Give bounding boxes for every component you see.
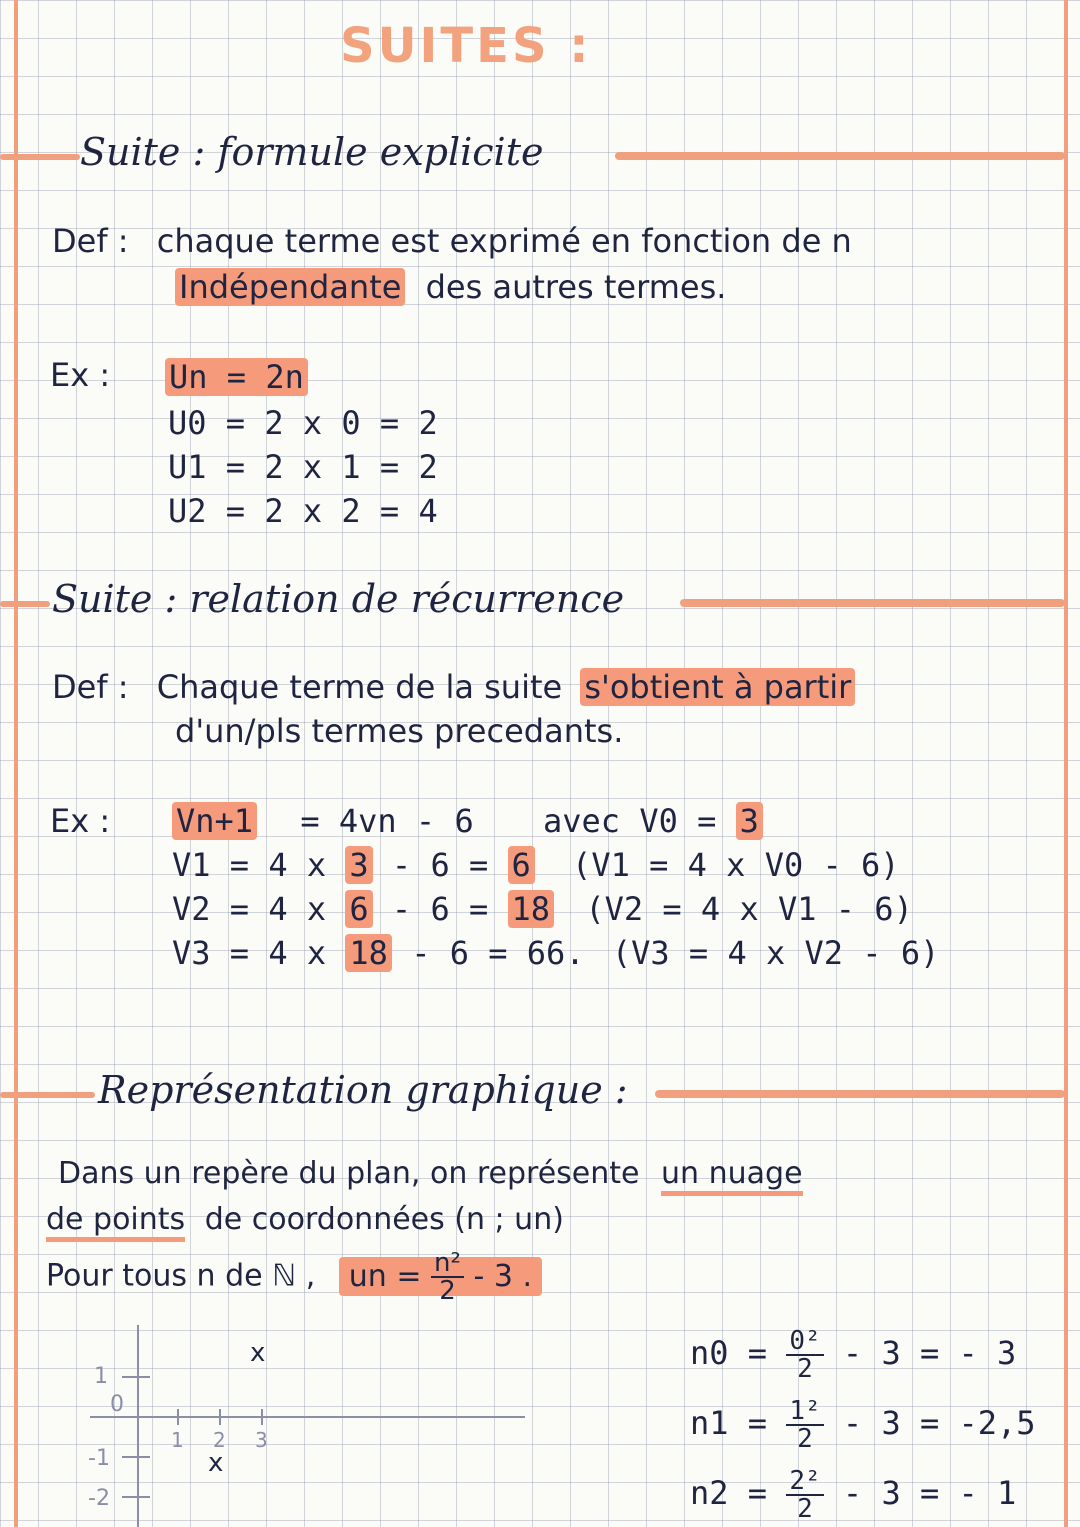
- highlight-v0-value: 3: [736, 802, 763, 840]
- ex2-formula: [172, 802, 763, 840]
- v2-note: (V2 = 4 x V1 - 6): [585, 890, 913, 928]
- ex1-line-u2: U2 = 2 x 2 = 4: [168, 492, 438, 530]
- calc-n2-frac: [786, 1468, 823, 1522]
- heading-rule-right: [615, 152, 1065, 160]
- v1-hl-6: 6: [508, 846, 535, 884]
- calc-n0: [690, 1328, 1016, 1382]
- heading-rule-right: [680, 599, 1065, 607]
- graph-text-line1: [58, 1156, 803, 1191]
- point-marker-top: x: [250, 1338, 266, 1368]
- underline-nuage: un nuage: [661, 1156, 802, 1196]
- v3-hl-18: 18: [345, 934, 392, 972]
- formula-rest: = 4vn - 6: [300, 802, 474, 840]
- ex2-label: Ex :: [50, 802, 111, 840]
- highlight-un-formula2: [339, 1248, 542, 1306]
- point-marker-bottom: x: [208, 1448, 224, 1478]
- calc-n2-lhs: n2 =: [690, 1474, 768, 1512]
- calc-n1-frac: [786, 1398, 823, 1452]
- calc-n0-rhs: - 3 = - 3: [842, 1334, 1017, 1372]
- calc-n1-lhs: n1 =: [690, 1404, 768, 1442]
- highlight-obtient: s'obtient à partir: [580, 668, 855, 706]
- v2-hl-18: 18: [508, 890, 555, 928]
- initial-condition: avec V0 =: [542, 802, 717, 840]
- heading-label: Représentation graphique :: [98, 1068, 628, 1112]
- def2-line1: [52, 668, 855, 706]
- calc-n1-num: 1²: [786, 1398, 823, 1426]
- ex2-line-v1: [172, 846, 900, 884]
- y-label-0: 0: [110, 1392, 124, 1417]
- v3-mid: - 6 = 66.: [411, 934, 585, 972]
- calc-n1-rhs: - 3 = -2,5: [842, 1404, 1036, 1442]
- line3-start: Pour tous n de ℕ ,: [46, 1258, 316, 1294]
- heading-label: Suite : formule explicite: [80, 130, 544, 174]
- v2-lhs: V2 = 4 x: [172, 890, 327, 928]
- v1-lhs: V1 = 4 x: [172, 846, 327, 884]
- calc-n2-rhs: - 3 = - 1: [842, 1474, 1017, 1512]
- section-graph-heading: [0, 1066, 1080, 1116]
- formula-num: n²: [431, 1250, 464, 1278]
- heading-rule-left: [0, 154, 80, 160]
- calc-n0-frac: [786, 1328, 823, 1382]
- section-recurrence-heading: [0, 575, 1080, 625]
- y-label-m2: -2: [88, 1486, 110, 1511]
- graph-text-line2: [46, 1202, 564, 1237]
- ex1-label: Ex :: [50, 356, 111, 394]
- highlight-un-formula: Un = 2n: [165, 358, 308, 396]
- page-title: SUITES :: [340, 18, 592, 74]
- heading-rule-left: [0, 601, 50, 607]
- formula-den: 2: [439, 1276, 456, 1306]
- v1-note: (V1 = 4 x V0 - 6): [572, 846, 900, 884]
- highlight-vn1: Vn+1: [172, 802, 257, 840]
- x-label-3: 3: [255, 1428, 268, 1452]
- calc-n2-den: 2: [797, 1494, 813, 1524]
- def2-line2: d'un/pls termes precedants.: [175, 712, 624, 750]
- ex2-line-v3: [172, 934, 939, 972]
- ex1-line-u0: U0 = 2 x 0 = 2: [168, 404, 438, 442]
- highlight-independante: Indépendante: [175, 268, 405, 306]
- v3-lhs: V3 = 4 x: [172, 934, 327, 972]
- formula-fraction: [431, 1250, 464, 1304]
- section-explicit-heading: [0, 128, 1080, 178]
- ex2-line-v2: [172, 890, 913, 928]
- y-label-1: 1: [94, 1364, 108, 1389]
- calc-n1-den: 2: [797, 1424, 813, 1454]
- graph-plot: [70, 1317, 540, 1527]
- heading-rule-right: [655, 1090, 1065, 1098]
- heading-rule-left: [0, 1092, 95, 1098]
- calc-n0-lhs: n0 =: [690, 1334, 768, 1372]
- x-label-2: 2: [213, 1428, 226, 1452]
- calc-n2: [690, 1468, 1016, 1522]
- left-margin-line: [14, 0, 18, 1527]
- calc-n0-den: 2: [797, 1354, 813, 1384]
- v2-hl-6: 6: [345, 890, 372, 928]
- def-label: Def :: [52, 668, 129, 706]
- calc-n1: [690, 1398, 1036, 1452]
- calc-n2-num: 2²: [786, 1468, 823, 1496]
- ex1-formula: [165, 358, 308, 396]
- v1-mid: - 6 =: [391, 846, 489, 884]
- line2-rest: de coordonnées (n ; un): [204, 1202, 564, 1237]
- def-label: Def :: [52, 222, 129, 260]
- def-text-rest: des autres termes.: [425, 268, 727, 306]
- underline-points: de points: [46, 1202, 185, 1242]
- v3-note: (V3 = 4 x V2 - 6): [611, 934, 940, 972]
- y-label-m1: -1: [88, 1446, 110, 1471]
- def-text: Chaque terme de la suite: [156, 668, 563, 706]
- ex1-line-u1: U1 = 2 x 1 = 2: [168, 448, 438, 486]
- x-label-1: 1: [171, 1428, 184, 1452]
- formula-lhs: un =: [348, 1258, 422, 1294]
- def-text: chaque terme est exprimé en fonction de n: [156, 222, 852, 260]
- formula-tail: - 3 .: [473, 1258, 533, 1294]
- v1-hl-3: 3: [345, 846, 372, 884]
- heading-label: Suite : relation de récurrence: [52, 577, 625, 621]
- def1-line2: [175, 268, 726, 306]
- line1-start: Dans un repère du plan, on représente: [58, 1156, 640, 1191]
- def1-line1: [52, 222, 852, 260]
- v2-mid: - 6 =: [391, 890, 489, 928]
- right-margin-line: [1064, 0, 1068, 1527]
- calc-n0-num: 0²: [786, 1328, 823, 1356]
- graph-text-line3: [46, 1250, 542, 1304]
